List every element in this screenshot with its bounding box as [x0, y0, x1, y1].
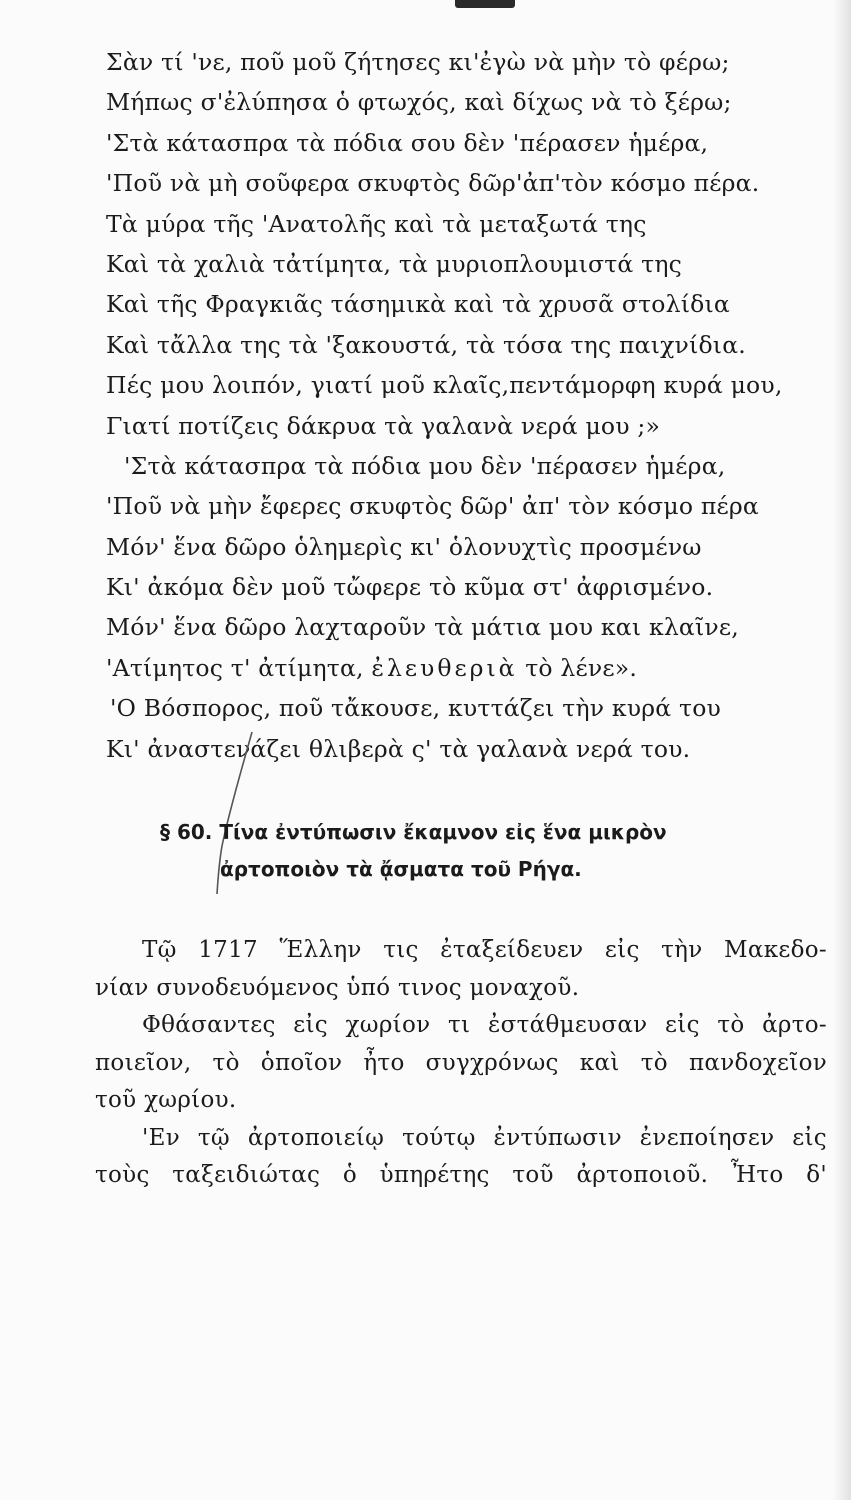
poem-line: Καὶ τὰ χαλιὰ τἀτίμητα, τὰ μυριοπλουμιστά της — [106, 249, 683, 278]
poem-block — [106, 42, 828, 769]
section-heading-line: § 60. Τίνα ἐντύπωσιν ἔκαμνον εἰς ἕνα μικρὸν — [160, 820, 667, 844]
poem-line: 'Ποῦ νὰ μὴν ἔφερες σκυφτὸς δῶρ' ἀπ' τὸν κόσμο πέρα — [106, 492, 759, 521]
emphasized-word: ἐλευθεριὰ — [371, 653, 518, 682]
prose-line: 'Εν τῷ ἀρτοποιείῳ τούτῳ ἐντύπωσιν ἐνεποίησεν εἰς — [142, 1124, 827, 1151]
section-heading-line: ἀρτοποιὸν τὰ ᾄσματα τοῦ Ρήγα. — [220, 857, 582, 881]
poem-line: Τὰ μύρα τῆς 'Ανατολῆς καὶ τὰ μεταξωτά της — [106, 209, 647, 238]
prose-line: ποιεῖον, τὸ ὁποῖον ἦτο συγχρόνως καὶ τὸ πανδοχεῖον — [95, 1049, 827, 1076]
poem-line: 'Στὰ κάτασπρα τὰ πόδια σου δὲν 'πέρασεν ἡμέρα, — [106, 128, 709, 157]
prose-line: νίαν συνοδευόμενος ὑπό τινος μοναχοῦ. — [95, 974, 580, 1001]
prose-line: τοῦ χωρίου. — [95, 1087, 237, 1113]
poem-line: Μόν' ἕνα δῶρο λαχταροῦν τὰ μάτια μου και κλαῖνε, — [106, 613, 739, 642]
poem-line: 'Ποῦ νὰ μὴ σοῦφερα σκυφτὸς δῶρ'ἀπ'τὸν κόσμο πέρα. — [106, 169, 760, 198]
poem-line: 'Ο Βόσπορος, ποῦ τἄκουσε, κυττάζει τὴν κυρά του — [110, 694, 722, 723]
prose-block — [95, 932, 827, 1195]
poem-line: Σὰν τί 'νε, ποῦ μοῦ ζήτησες κι'ἐγὼ νὰ μὴν τὸ φέρω; — [106, 48, 730, 76]
poem-text: 'Ατίμητος τ' ἀτίμητα, — [106, 653, 372, 682]
prose-line: Φθάσαντες εἰς χωρίον τι ἐστάθμευσαν εἰς τὸ ἀρτο- — [142, 1012, 827, 1038]
poem-line: Κι' ἀναστενάζει θλιβερὰ ς' τὰ γαλανὰ νερά του. — [106, 734, 691, 763]
poem-line: Καὶ τῆς Φραγκιᾶς τάσημικὰ καὶ τὰ χρυσᾶ στολίδια — [106, 290, 730, 319]
poem-line: Καὶ τἄλλα της τὰ 'ξακουστά, τὰ τόσα της παιχνίδια. — [106, 330, 746, 359]
section-heading — [160, 814, 800, 888]
poem-line: Γιατί ποτίζεις δάκρυα τὰ γαλανὰ νερά μου ;» — [106, 411, 661, 440]
poem-line: Πές μου λοιπόν, γιατί μοῦ κλαῖς,πεντάμορφη κυρά μου, — [106, 371, 783, 400]
poem-line: Μόν' ἕνα δῶρο ὁλημερὶς κι' ὁλονυχτὶς προσμένω — [106, 532, 702, 561]
page-edge-shadow — [833, 0, 851, 1500]
poem-text: τὸ λένε». — [517, 653, 638, 682]
poem-line: 'Στὰ κάτασπρα τὰ πόδια μου δὲν 'πέρασεν ἡμέρα, — [124, 451, 726, 480]
poem-line: Μήπως σ'ἐλύπησα ὁ φτωχός, καὶ δίχως νὰ τὸ ξέρω; — [106, 88, 732, 117]
poem-line: Κι' ἀκόμα δὲν μοῦ τὤφερε τὸ κῦμα στ' ἀφρισμένο. — [106, 573, 714, 602]
poem-line — [106, 648, 828, 688]
prose-line: Τῷ 1717 Ἕλλην τις ἐταξείδευεν εἰς τὴν Μακεδο- — [142, 937, 827, 963]
page-number-fragment — [455, 0, 515, 8]
prose-line: τοὺς ταξειδιώτας ὁ ὑπηρέτης τοῦ ἀρτοποιοῦ. Ἦτο δ' — [95, 1162, 827, 1188]
